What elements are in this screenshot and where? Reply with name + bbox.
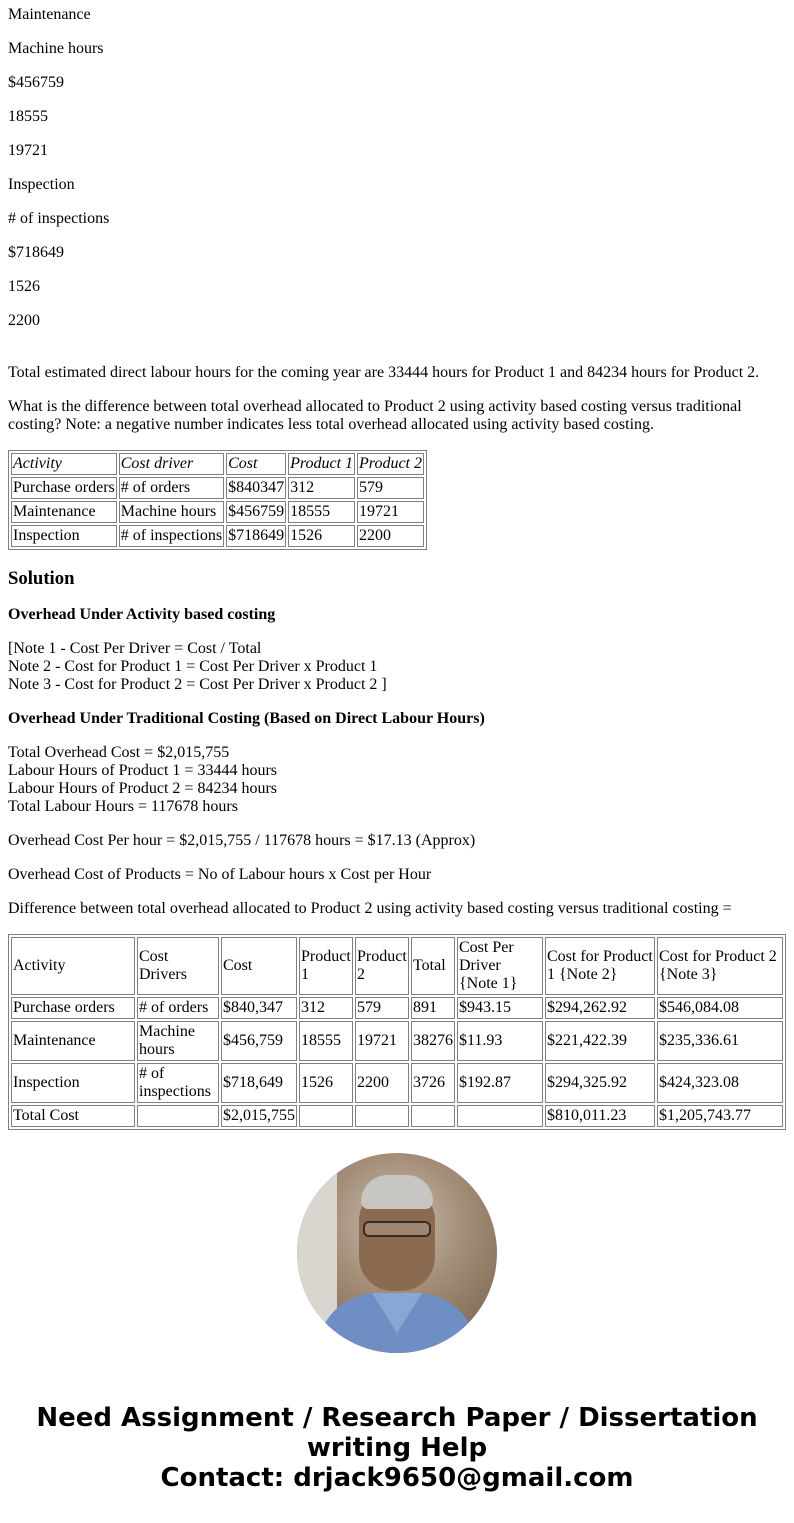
intro-line: 19721 <box>8 142 48 159</box>
table-cell: $718649 <box>226 525 286 547</box>
table-cell: Maintenance <box>11 501 117 523</box>
table-cell: $294,325.92 <box>545 1063 655 1103</box>
table-cell: $192.87 <box>457 1063 543 1103</box>
difference-line: Difference between total overhead allocated to Product 2 using activity based costing versus traditional costing = <box>8 900 732 917</box>
intro-line: $718649 <box>8 244 64 261</box>
table-cell: 38276 <box>411 1021 455 1061</box>
traditional-line: Labour Hours of Product 2 = 84234 hours <box>8 780 277 797</box>
table-cell <box>299 1105 353 1127</box>
header-cell: Product 1 <box>299 937 353 995</box>
table-cell: Purchase orders <box>11 477 117 499</box>
traditional-line: Labour Hours of Product 1 = 33444 hours <box>8 762 277 779</box>
notes-block <box>8 640 786 694</box>
table-cell: 3726 <box>411 1063 455 1103</box>
table-cell: Purchase orders <box>11 997 135 1019</box>
banner-contact-line: Contact: drjack9650@gmail.com <box>160 1463 634 1493</box>
note-line: [Note 1 - Cost Per Driver = Cost / Total <box>8 640 262 657</box>
intro-list <box>8 0 786 340</box>
table-cell: # of orders <box>119 477 224 499</box>
header-cell: Cost Drivers <box>137 937 219 995</box>
table-cell: Machine hours <box>137 1021 219 1061</box>
table-cell: 891 <box>411 997 455 1019</box>
table-cell: 19721 <box>357 501 424 523</box>
note-line: Note 2 - Cost for Product 1 = Cost Per Driver x Product 1 <box>8 658 378 675</box>
table-header-row <box>11 453 424 475</box>
intro-line: Maintenance <box>8 6 91 23</box>
table-cell: 2200 <box>355 1063 409 1103</box>
solution-heading: Solution <box>8 568 75 589</box>
table-cell: 579 <box>355 997 409 1019</box>
intro-line: Inspection <box>8 176 75 193</box>
header-cell: Cost for Product 1 {Note 2} <box>545 937 655 995</box>
table-cell: # of orders <box>137 997 219 1019</box>
photo-glasses <box>363 1221 431 1237</box>
header-cell: Activity <box>11 937 135 995</box>
note-line: Note 3 - Cost for Product 2 = Cost Per Driver x Product 2 ] <box>8 676 387 693</box>
header-cell: Cost <box>226 453 286 475</box>
table-cell: $221,422.39 <box>545 1021 655 1061</box>
activity-table <box>8 450 427 550</box>
table-cell: $294,262.92 <box>545 997 655 1019</box>
contact-banner <box>0 1403 794 1493</box>
table-cell: Total Cost <box>11 1105 135 1127</box>
traditional-heading: Overhead Under Traditional Costing (Based on Direct Labour Hours) <box>8 710 485 727</box>
table-row <box>11 501 424 523</box>
header-cell: Cost <box>221 937 297 995</box>
question-paragraph: What is the difference between total overhead allocated to Product 2 using activity based costing versus traditional costing? Note: a negative number indicates less total overhead allocated using activity based costing. <box>8 398 742 433</box>
table-cell: $1,205,743.77 <box>657 1105 783 1127</box>
table-row <box>11 525 424 547</box>
table-cell: # of inspections <box>137 1063 219 1103</box>
table-cell: Machine hours <box>119 501 224 523</box>
table-cell: 2200 <box>357 525 424 547</box>
intro-line: 1526 <box>8 278 40 295</box>
overhead-of-products: Overhead Cost of Products = No of Labour hours x Cost per Hour <box>8 866 432 883</box>
intro-line: 2200 <box>8 312 40 329</box>
table-cell: $11.93 <box>457 1021 543 1061</box>
table-cell <box>411 1105 455 1127</box>
table-row <box>11 477 424 499</box>
table-cell: $718,649 <box>221 1063 297 1103</box>
table-cell: Inspection <box>11 1063 135 1103</box>
header-cell: Product 2 <box>355 937 409 995</box>
author-photo <box>297 1153 497 1353</box>
traditional-line: Total Overhead Cost = $2,015,755 <box>8 744 230 761</box>
header-cell: Activity <box>11 453 117 475</box>
table-cell: $943.15 <box>457 997 543 1019</box>
table-cell: $546,084.08 <box>657 997 783 1019</box>
table-cell: 18555 <box>299 1021 353 1061</box>
abc-heading: Overhead Under Activity based costing <box>8 606 276 623</box>
table-header-row <box>11 937 783 995</box>
table-cell: $456,759 <box>221 1021 297 1061</box>
table-cell: $810,011.23 <box>545 1105 655 1127</box>
table-cell <box>355 1105 409 1127</box>
table-cell: 18555 <box>288 501 355 523</box>
table-cell: $840347 <box>226 477 286 499</box>
banner-line: writing Help <box>306 1433 488 1463</box>
photo-hair <box>361 1175 433 1209</box>
table-row <box>11 1063 783 1103</box>
intro-line: 18555 <box>8 108 48 125</box>
traditional-block <box>8 744 786 816</box>
table-row <box>11 997 783 1019</box>
table-cell: Inspection <box>11 525 117 547</box>
table-cell: # of inspections <box>119 525 224 547</box>
banner-line: Need Assignment / Research Paper / Dissertation <box>36 1403 758 1433</box>
intro-line: Machine hours <box>8 40 104 57</box>
header-cell: Total <box>411 937 455 995</box>
table-cell: $235,336.61 <box>657 1021 783 1061</box>
table-cell: $840,347 <box>221 997 297 1019</box>
table-cell: 1526 <box>288 525 355 547</box>
header-cell: Cost Per Driver {Note 1} <box>457 937 543 995</box>
traditional-line: Total Labour Hours = 117678 hours <box>8 798 238 815</box>
table-row <box>11 1021 783 1061</box>
table-cell: 579 <box>357 477 424 499</box>
header-cell: Product 2 <box>357 453 424 475</box>
intro-line: $456759 <box>8 74 64 91</box>
intro-line: # of inspections <box>8 210 110 227</box>
table-cell: $456759 <box>226 501 286 523</box>
table-cell: 19721 <box>355 1021 409 1061</box>
table-cell: Maintenance <box>11 1021 135 1061</box>
header-cell: Cost driver <box>119 453 224 475</box>
document-body <box>8 0 786 1130</box>
table-cell: $424,323.08 <box>657 1063 783 1103</box>
header-cell: Product 1 <box>288 453 355 475</box>
table-cell: 312 <box>299 997 353 1019</box>
table-total-row <box>11 1105 783 1127</box>
abc-calculation-table <box>8 934 786 1130</box>
header-cell: Cost for Product 2 {Note 3} <box>657 937 783 995</box>
table-cell: 312 <box>288 477 355 499</box>
overhead-per-hour: Overhead Cost Per hour = $2,015,755 / 117678 hours = $17.13 (Approx) <box>8 832 476 849</box>
labour-hours-paragraph: Total estimated direct labour hours for the coming year are 33444 hours for Product 1 and 84234 hours for Product 2. <box>8 364 760 381</box>
table-cell: $2,015,755 <box>221 1105 297 1127</box>
table-cell <box>457 1105 543 1127</box>
table-cell: 1526 <box>299 1063 353 1103</box>
table-cell <box>137 1105 219 1127</box>
